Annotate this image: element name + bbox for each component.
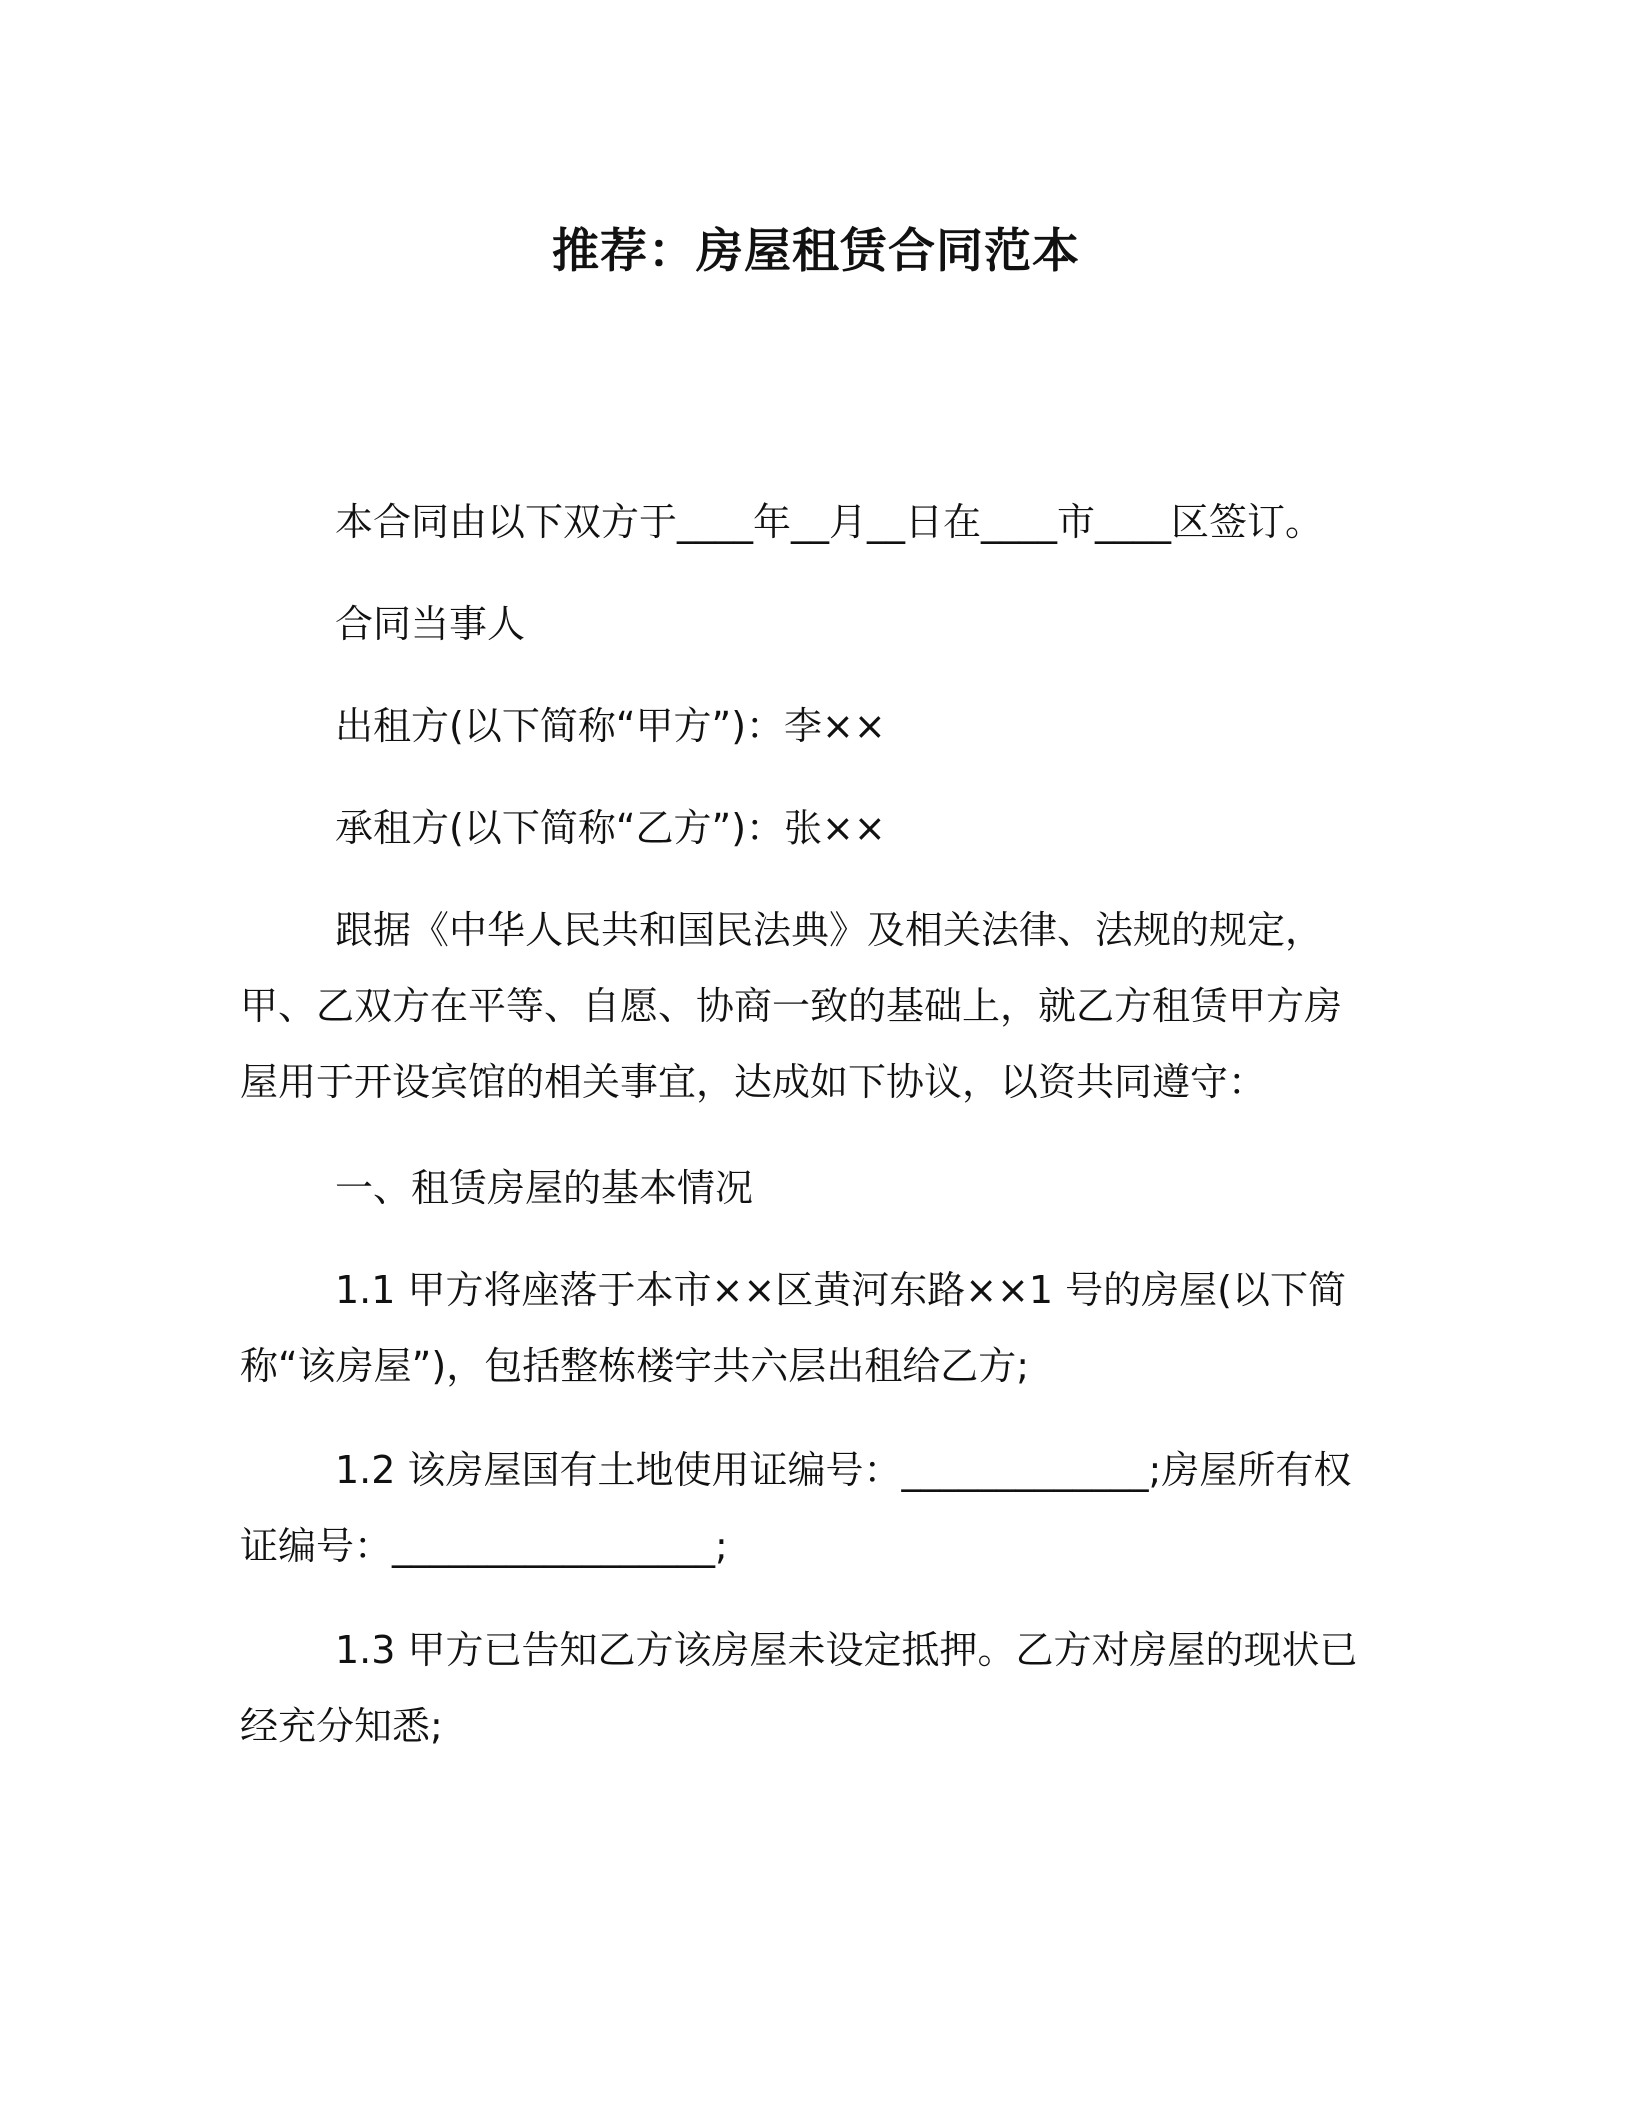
clause-1-1: 1.1 甲方将座落于本市××区黄河东路××1 号的房屋(以下简称“该房屋”)，包括整栋楼宇共六层出租给乙方; — [240, 1268, 1346, 1388]
paragraph-preamble: 跟据《中华人民共和国民法典》及相关法律、法规的规定，甲、乙双方在平等、自愿、协商一致的基础上，就乙方租赁甲方房屋用于开设宾馆的相关事宜，达成如下协议，以资共同遵守： — [240, 908, 1343, 1104]
paragraph-signing-date: 本合同由以下双方于____年__月__日在____市____区签订。 — [335, 500, 1324, 544]
section-heading-1: 一、租赁房屋的基本情况 — [335, 1166, 754, 1210]
paragraph-lessor: 出租方(以下简称“甲方”)：李×× — [335, 704, 886, 748]
document-title: 推荐：房屋租赁合同范本 — [552, 224, 1080, 279]
clause-1-3: 1.3 甲方已告知乙方该房屋未设定抵押。乙方对房屋的现状已经充分知悉; — [240, 1628, 1358, 1748]
clause-1-2: 1.2 该房屋国有土地使用证编号：_____________;房屋所有权证编号：_________________; — [240, 1448, 1352, 1568]
paragraph-parties-heading: 合同当事人 — [335, 602, 526, 646]
paragraph-lessee: 承租方(以下简称“乙方”)：张×× — [335, 806, 886, 850]
